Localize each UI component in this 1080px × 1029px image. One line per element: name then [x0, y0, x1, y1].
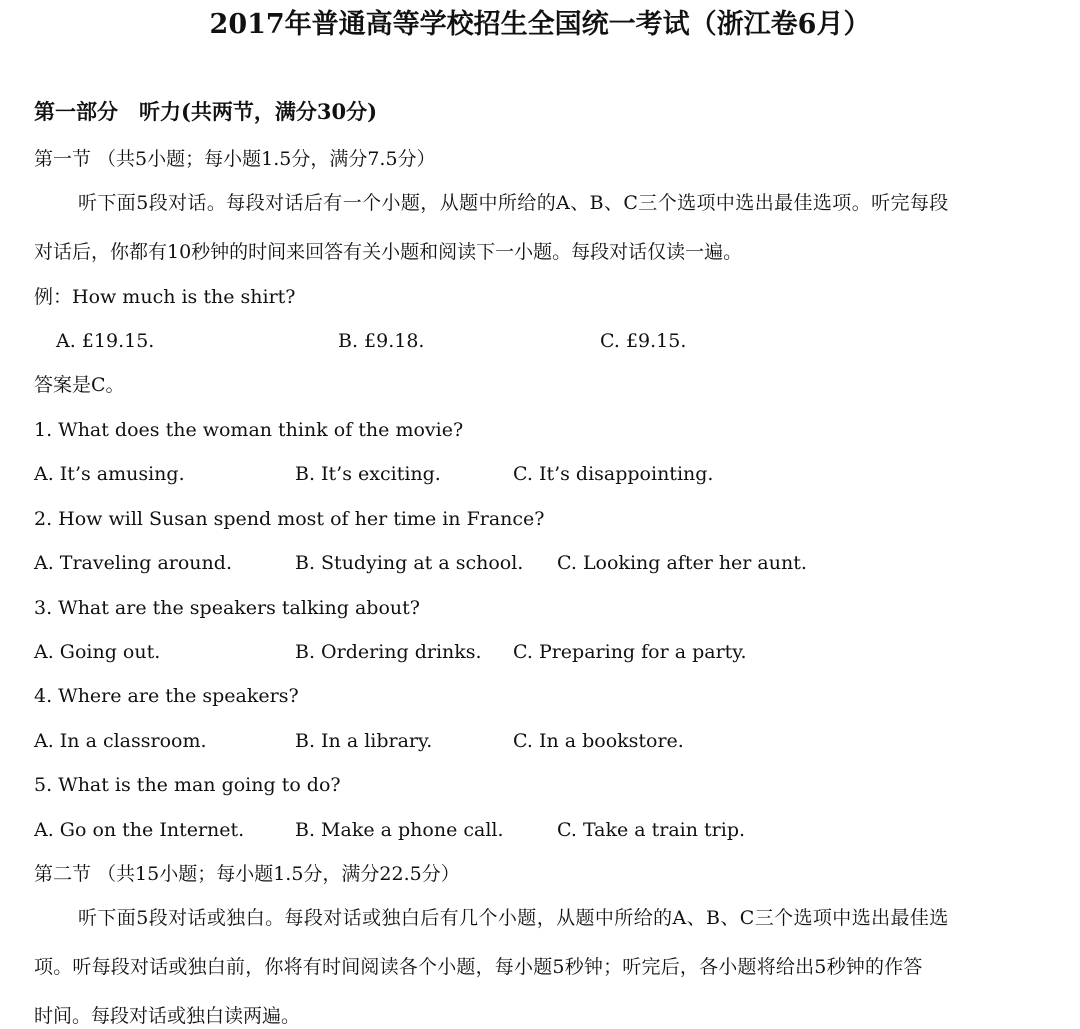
example-option-b: B. £9.18. — [338, 330, 425, 352]
page-title: 2017年普通高等学校招生全国统一考试（浙江卷6月） — [209, 9, 871, 40]
question-3-option-b: B. Ordering drinks. — [295, 641, 482, 663]
example-question: 例：How much is the shirt? — [34, 286, 296, 308]
question-5-option-a: A. Go on the Internet. — [34, 819, 245, 841]
question-4-option-b: B. In a library. — [295, 730, 433, 752]
question-1-option-a: A. It’s amusing. — [34, 463, 185, 485]
question-3-option-c: C. Preparing for a party. — [513, 641, 747, 663]
question-1: 1. What does the woman think of the movie? — [34, 419, 464, 441]
section-two-heading: 第二节 （共15小题；每小题1.5分，满分22.5分） — [34, 863, 460, 885]
example-option-a: A. £19.15. — [56, 330, 155, 352]
example-option-c: C. £9.15. — [600, 330, 687, 352]
section-one-instructions-line-2: 对话后，你都有10秒钟的时间来回答有关小题和阅读下一小题。每段对话仅读一遍。 — [34, 241, 743, 263]
question-4-option-c: C. In a bookstore. — [513, 730, 684, 752]
section-two-instructions-line-2: 项。听每段对话或独白前，你将有时间阅读各个小题，每小题5秒钟；听完后，各小题将给出5秒钟的作答 — [34, 956, 923, 978]
question-2-option-b: B. Studying at a school. — [295, 552, 524, 574]
question-2: 2. How will Susan spend most of her time in France? — [34, 508, 545, 530]
question-3-option-a: A. Going out. — [34, 641, 161, 663]
section-one-instructions-line-1: 听下面5段对话。每段对话后有一个小题，从题中所给的A、B、C三个选项中选出最佳选项。听完每段 — [78, 192, 949, 214]
question-1-option-c: C. It’s disappointing. — [513, 463, 714, 485]
question-4: 4. Where are the speakers? — [34, 685, 299, 707]
question-4-option-a: A. In a classroom. — [34, 730, 207, 752]
part-one-heading: 第一部分 听力(共两节，满分30分) — [34, 99, 378, 124]
question-5-option-b: B. Make a phone call. — [295, 819, 504, 841]
section-two-instructions-line-1: 听下面5段对话或独白。每段对话或独白后有几个小题，从题中所给的A、B、C三个选项中选出最佳选 — [78, 907, 949, 929]
example-answer: 答案是C。 — [34, 374, 125, 396]
section-one-heading: 第一节 （共5小题；每小题1.5分，满分7.5分） — [34, 148, 436, 170]
question-5: 5. What is the man going to do? — [34, 774, 341, 796]
question-2-option-a: A. Traveling around. — [34, 552, 232, 574]
question-2-option-c: C. Looking after her aunt. — [557, 552, 807, 574]
question-5-option-c: C. Take a train trip. — [557, 819, 746, 841]
section-two-instructions-line-3: 时间。每段对话或独白读两遍。 — [34, 1005, 301, 1027]
question-1-option-b: B. It’s exciting. — [295, 463, 441, 485]
question-3: 3. What are the speakers talking about? — [34, 597, 420, 619]
